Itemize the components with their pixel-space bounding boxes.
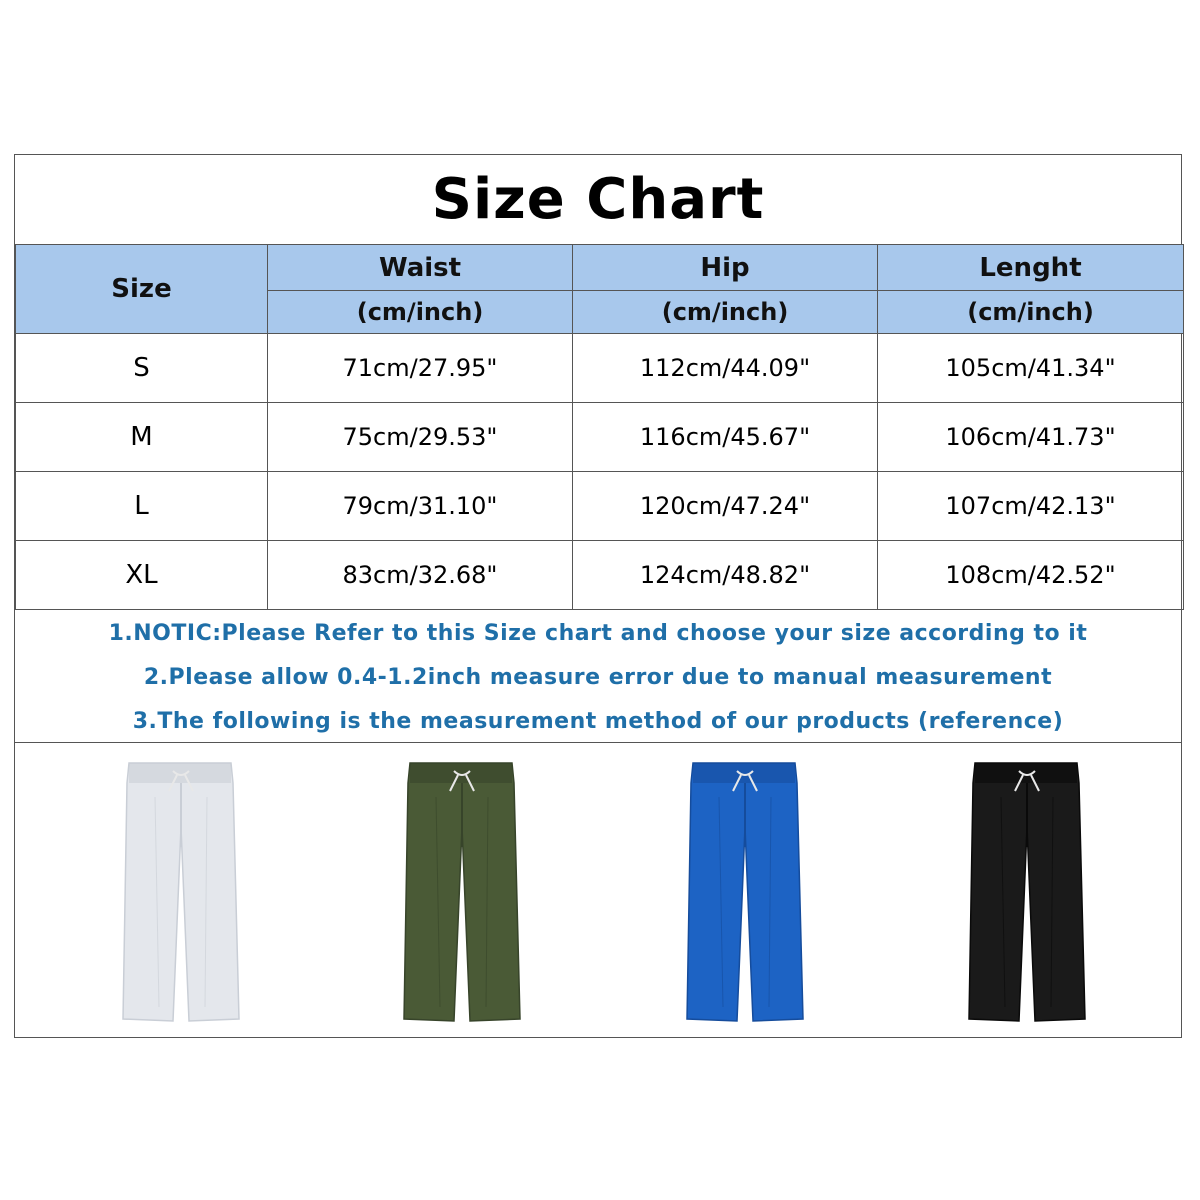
hip-cell: 116cm/45.67"	[573, 403, 878, 472]
hip-cell: 112cm/44.09"	[573, 334, 878, 403]
waist-cell: 83cm/32.68"	[268, 541, 573, 610]
waist-cell: 75cm/29.53"	[268, 403, 573, 472]
size-cell: XL	[16, 541, 268, 610]
hip-cell: 120cm/47.24"	[573, 472, 878, 541]
note-line: 2.Please allow 0.4-1.2inch measure error due to manual measurement	[143, 665, 1053, 690]
length-cell: 105cm/41.34"	[878, 334, 1184, 403]
pants-icon	[961, 757, 1091, 1029]
waist-cell: 71cm/27.95"	[268, 334, 573, 403]
header-waist-unit: (cm/inch)	[268, 291, 573, 334]
header-hip: Hip	[573, 245, 878, 291]
note-line: 3.The following is the measurement method of our products (reference)	[132, 709, 1064, 734]
pants-icon	[115, 757, 245, 1029]
pants-icon	[396, 757, 526, 1029]
table-row	[16, 403, 1184, 472]
size-cell: L	[16, 472, 268, 541]
table-row	[16, 472, 1184, 541]
header-length: Lenght	[878, 245, 1184, 291]
chart-title: Size Chart	[431, 167, 765, 232]
size-chart	[14, 154, 1182, 1038]
header-row	[16, 245, 1184, 291]
table-row	[16, 334, 1184, 403]
product-gallery	[15, 743, 1181, 1037]
header-size: Size	[16, 245, 268, 334]
header-hip-unit: (cm/inch)	[573, 291, 878, 334]
length-cell: 106cm/41.73"	[878, 403, 1184, 472]
waist-cell: 79cm/31.10"	[268, 472, 573, 541]
header-waist: Waist	[268, 245, 573, 291]
table-row	[16, 541, 1184, 610]
size-cell: M	[16, 403, 268, 472]
size-cell: S	[16, 334, 268, 403]
size-table	[15, 244, 1184, 610]
length-cell: 107cm/42.13"	[878, 472, 1184, 541]
pants-icon	[679, 757, 809, 1029]
notes-block	[15, 611, 1181, 743]
header-length-unit: (cm/inch)	[878, 291, 1184, 334]
length-cell: 108cm/42.52"	[878, 541, 1184, 610]
note-line: 1.NOTIC:Please Refer to this Size chart and choose your size according to it	[108, 621, 1088, 646]
hip-cell: 124cm/48.82"	[573, 541, 878, 610]
